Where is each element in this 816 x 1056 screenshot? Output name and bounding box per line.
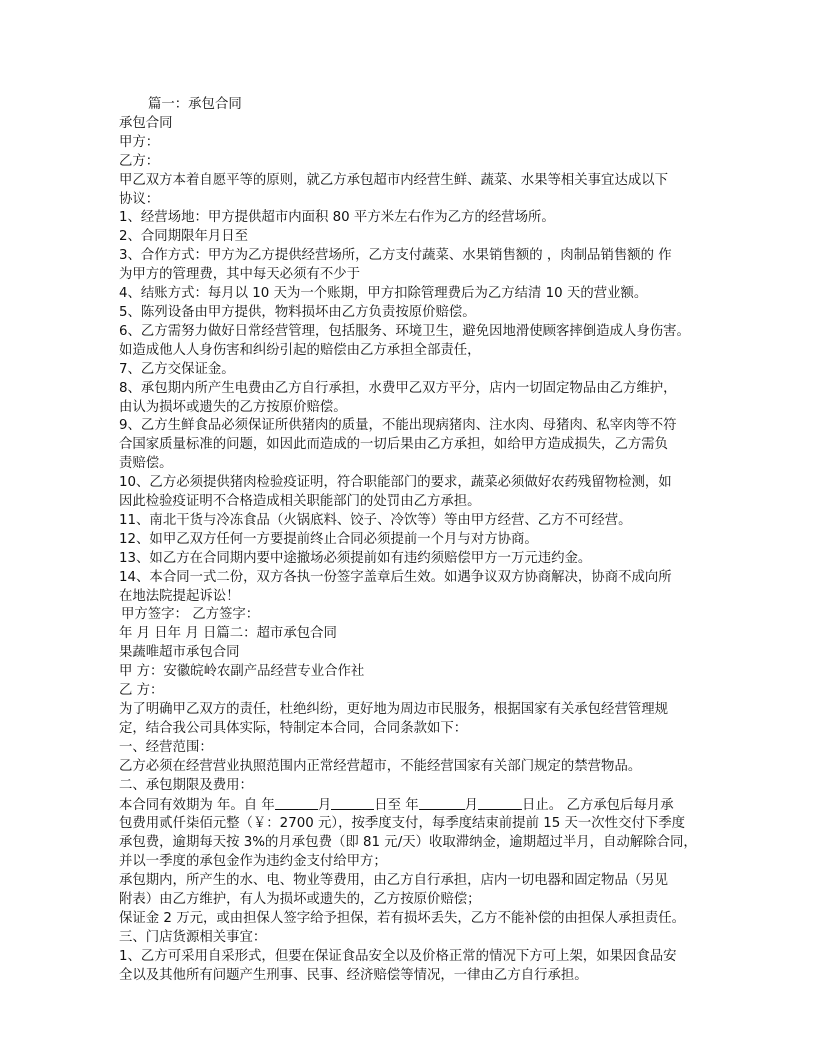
section-heading: 篇一：承包合同 bbox=[148, 97, 242, 112]
section-heading: 三、门店货源相关事宜： bbox=[119, 929, 267, 945]
text-line: 承包期内，所产生的水、电、物业等费用，由乙方自行承担，店内一切电器和固定物品（另见 bbox=[119, 873, 669, 889]
clause-line: 1、经营场地：甲方提供超市内面积 80 平方米左右作为乙方的经营场所。 bbox=[119, 210, 555, 226]
clause-line: 1、乙方可采用自采形式，但要在保证食品安全以及价格正常的情况下方可上架，如果因食品安 bbox=[119, 948, 677, 964]
clause-line: 9、乙方生鲜食品必须保证所供猪肉的质量，不能出现病猪肉、注水肉、母猪肉、私宰肉等不符 bbox=[119, 418, 677, 434]
clause-line: 14、本合同一式二份，双方各执一份签字盖章后生效。如遇争议双方协商解决，协商不成向所 bbox=[119, 569, 672, 585]
party-a-line: 甲 方：安徽皖岭农副产品经营专业合作社 bbox=[119, 664, 365, 680]
clause-line: 12、如甲乙双方任何一方要提前终止合同必须提前一个月与对方协商。 bbox=[119, 531, 538, 547]
text-line: 甲乙双方本着自愿平等的原则，就乙方承包超市内经营生鲜、蔬菜、水果等相关事宜达成以下 bbox=[119, 172, 669, 188]
blank-field bbox=[331, 796, 374, 810]
term-text: 月 bbox=[464, 797, 479, 813]
clause-line: 8、承包期内所产生电费由乙方自行承担，水费甲乙双方平分，店内一切固定物品由乙方维护， bbox=[119, 380, 677, 396]
clause-line: 6、乙方需努力做好日常经营管理，包括服务、环境卫生，避免因地滑使顾客摔倒造成人身伤害。 bbox=[119, 323, 690, 339]
clause-line: 2、合同期限年月日至 bbox=[119, 229, 249, 245]
text-line: 如造成他人人身伤害和纠纷引起的赔偿由乙方承担全部责任， bbox=[119, 342, 481, 358]
blank-field bbox=[478, 796, 522, 810]
term-line bbox=[119, 796, 697, 816]
text-line: 保证金 2 万元，或由担保人签字给予担保，若有损坏丢失，乙方不能补偿的由担保人承担责任。 bbox=[119, 910, 686, 926]
clause-line: 4、结账方式：每月以 10 天为一个账期，甲方扣除管理费后为乙方结清 10 天的营业额。 bbox=[119, 286, 648, 302]
contract-title: 承包合同 bbox=[119, 115, 173, 131]
party-b-line: 乙方： bbox=[119, 153, 160, 169]
document-body bbox=[119, 96, 697, 986]
signature-line: 甲方签字： 乙方签字： bbox=[121, 607, 260, 623]
section-heading: 一、经营范围： bbox=[119, 739, 213, 755]
term-text: 日止。 乙方承包后每月承 bbox=[522, 797, 674, 813]
section-heading: 二、承包期限及费用： bbox=[119, 777, 253, 793]
text-line: 责赔偿。 bbox=[119, 456, 173, 472]
text-line: 由认为损坏或遗失的乙方按原价赔偿。 bbox=[119, 399, 347, 415]
term-text: 本合同有效期为 年。自 年 bbox=[119, 797, 275, 813]
text-line: 定，结合我公司具体实际，特制定本合同，合同条款如下： bbox=[119, 720, 468, 736]
text-line: 附表）由乙方维护，有人为损坏或遗失的，乙方按原价赔偿； bbox=[119, 892, 481, 908]
text-line: 并以一季度的承包金作为违约金支付给甲方； bbox=[119, 854, 387, 870]
term-text: 日至 年 bbox=[374, 797, 419, 813]
text-line: 包费用贰仟柒佰元整（￥：2700 元），按季度支付，每季度结束前提前 15 天一次性交付下季度 bbox=[119, 816, 686, 832]
text-line: 合国家质量标准的问题，如因此而造成的一切后果由乙方承担，如给甲方造成损失，乙方需负 bbox=[119, 437, 669, 453]
clause-line: 7、乙方交保证金。 bbox=[119, 361, 235, 377]
contract-title: 果蔬唯超市承包合同 bbox=[119, 645, 240, 661]
clause-line: 5、陈列设备由甲方提供，物料损坏由乙方负责按原价赔偿。 bbox=[119, 304, 476, 320]
clause-line: 11、南北干货与冷冻食品（火锅底料、饺子、冷饮等）等由甲方经营、乙方不可经营。 bbox=[119, 512, 632, 528]
text-line: 因此检验疫证明不合格造成相关职能部门的处罚由乙方承担。 bbox=[119, 494, 481, 510]
text-line: 承包费，逾期每天按 3%的月承包费（即 81 元/天）收取滞纳金，逾期超过半月，自动解除合同， bbox=[119, 835, 697, 851]
text-line: 为甲方的管理费，其中每天必须有不少于 bbox=[119, 267, 361, 283]
text-line: 为了明确甲乙双方的责任，杜绝纠纷，更好地为周边市民服务，根据国家有关承包经营管理规 bbox=[119, 702, 669, 717]
text-line: 在地法院提起诉讼！ bbox=[119, 588, 240, 604]
text-line: 协议： bbox=[119, 191, 160, 207]
clause-line: 10、乙方必须提供猪肉检验疫证明，符合职能部门的要求，蔬菜必须做好农药残留物检测，如 bbox=[119, 475, 672, 491]
party-b-line: 乙 方： bbox=[119, 683, 164, 699]
text-line: 全以及其他所有问题产生刑事、民事、经济赔偿等情况，一律由乙方自行承担。 bbox=[119, 967, 588, 983]
blank-field bbox=[275, 796, 318, 810]
date-line: 年 月 日年 月 日篇二：超市承包合同 bbox=[119, 626, 337, 642]
term-text: 月 bbox=[317, 797, 332, 813]
text-line: 乙方必须在经营营业执照范围内正常经营超市，不能经营国家有关部门规定的禁营物品。 bbox=[119, 758, 642, 774]
party-a-line: 甲方： bbox=[119, 134, 160, 150]
clause-line: 3、合作方式：甲方为乙方提供经营场所，乙方支付蔬菜、水果销售额的 ，肉制品销售额的 作 bbox=[119, 248, 672, 264]
clause-line: 13、如乙方在合同期内要中途撤场必须提前如有违约须赔偿甲方一万元违约金。 bbox=[119, 550, 592, 566]
blank-field bbox=[419, 796, 465, 810]
